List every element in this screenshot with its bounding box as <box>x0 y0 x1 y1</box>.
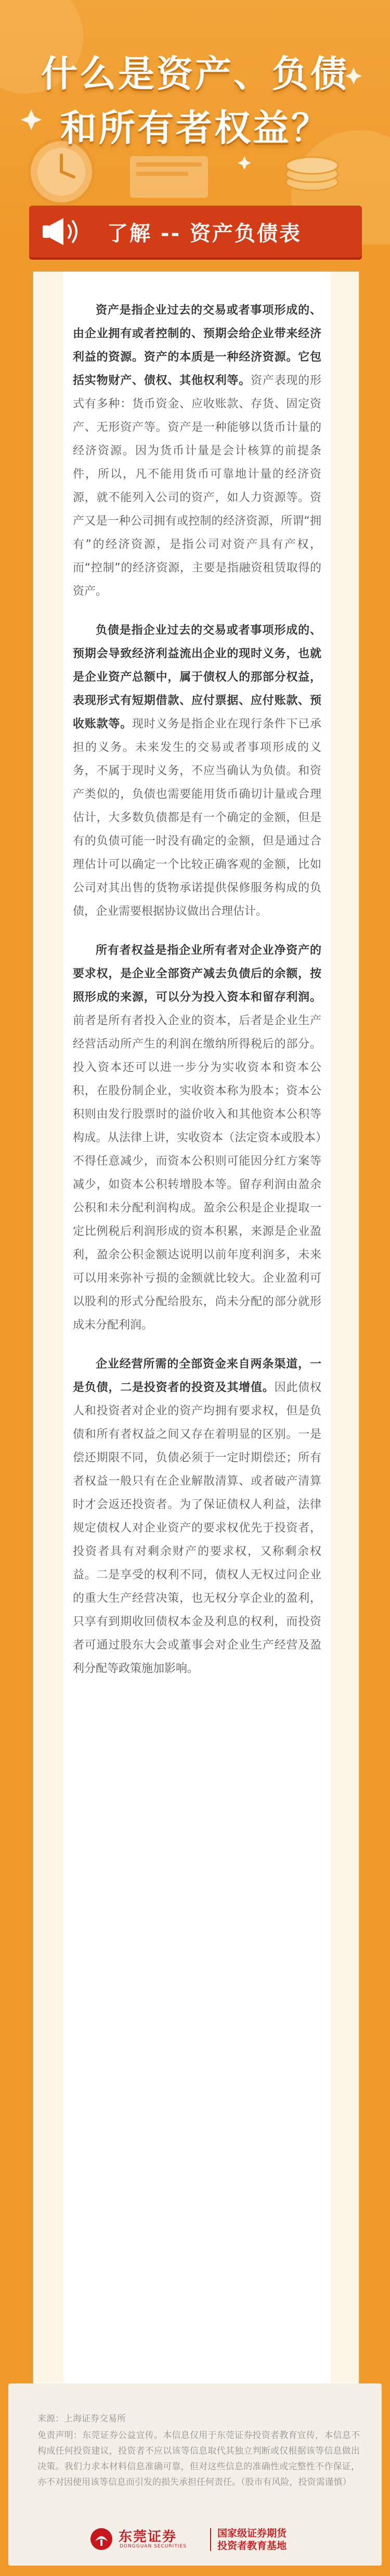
article-body <box>63 272 331 2395</box>
page-title-line-1: 什么是资产、负债 <box>41 53 349 95</box>
brand-name-english: DONGGUAN SECURITIES <box>120 2544 187 2549</box>
brand-logo <box>89 2525 313 2554</box>
paragraph-equity <box>73 939 321 1337</box>
book-icon <box>130 156 208 198</box>
paragraph-liabilities <box>73 619 321 923</box>
source-note: 来源：上海证券交易所 <box>37 2414 126 2424</box>
page-title-line-2: 和所有者权益？ <box>60 107 330 149</box>
paragraph-liabilities-lead: 负债是指企业过去的交易或者事项形成的、预期会导致经济利益流出企业的现时义务，也就是企业资产总额中，属于债权人的那部分权益，表现形式有短期借款、应付票据、应付账款、预收账款等。 <box>73 624 321 731</box>
brand-name: 东莞证券 <box>119 2529 177 2545</box>
coin-stack-icon <box>286 157 338 190</box>
paragraph-equity-body: 前者是所有者投入企业的资本，后者是企业生产经营活动所产生的利润在缴纳所得税后的部分。投入资本还可以进一步分为实收资本和资本公积，在股份制企业，实收资本称为股本；资本公积则由发行股票时的溢价收入和其他资本公积等构成。从法律上讲，实收资本（法定资本或股本）不得任意减少，而资本公积则可能因分红方案等减少，如资本公积转增股本等。留存利润由盈余公积和未分配利润构成。盈余公积是企业提取一定比例税后利润形成的资本积累，来源是企业盈利，盈余公积金额达说明以前年度利润多，未来可以用来弥补亏损的金额就比较大。企业盈利可以股利的形式分配给股东，尚未分配的部分就形成未分配利润。 <box>73 1014 321 1332</box>
section-banner <box>29 206 362 258</box>
paragraph-funding-sources <box>73 1353 321 1680</box>
paragraph-funding-sources-body: 因此债权人和投资者对企业的资产均拥有要求权，但是负债和所有者权益之间又存在着明显的区别。一是偿还期限不同，负债必须于一定时期偿还；所有者权益一般只有在企业解散清算、或者破产清算时才会返还投资者。为了保证债权人利益，法律规定债权人对企业资产的要求权优先于投资者，投资者具有对剩余财产的要求权，又称剩余权益。二是享受的权利不同，债权人无权过问企业的重大生产经营决策，也无权分享企业的盈利，只享有到期收回债权本金及利息的权利，而投资者可通过股东大会或董事会对企业生产经营及盈利分配等政策施加影响。 <box>73 1381 321 1675</box>
brand-slogan <box>217 2527 287 2552</box>
paragraph-assets-body: 资产表现的形式有多种：货币资金、应收账款、存货、固定资产、无形资产等。资产是一种能够以货币计量的经济资源。因为货币计量是会计核算的前提条件，所以，凡不能用货币可靠地计量的经济资源，就不能列入公司的资产，如人力资源等。资产又是一种公司拥有或控制的经济资源，所谓“拥有”的经济资源，是指公司对资产具有产权，而“控制”的经济资源，主要是指融资租赁取得的资产。 <box>73 374 321 598</box>
megaphone-icon <box>38 216 83 247</box>
slogan-line-1: 国家级证券期货 <box>217 2528 287 2539</box>
article-card <box>32 271 360 2396</box>
brand-mark-icon <box>89 2527 113 2551</box>
paragraph-assets <box>73 299 321 603</box>
paragraph-liabilities-body: 现时义务是指企业在现行条件下已承担的义务。未来发生的交易或者事项形成的义务，不属于现时义务，不应当确认为负债。和资产类似的，负债也需要能用货币确切计量或合理估计，大多数负债都是有一个确定的金额，但是有的负债可能一时没有确定的金额，但是通过合理估计可以确定一个比较正确客观的金额，比如公司对其出售的货物承诺提供保修服务构成的负债，企业需要根据协议做出合理估计。 <box>73 718 321 918</box>
logo-divider <box>210 2528 211 2551</box>
banner-title: 了解 -- 资产负债表 <box>107 222 302 246</box>
paragraph-equity-lead: 所有者权益是指企业所有者对企业净资产的要求权，是企业全部资产减去负债后的余额，按照形成的来源，可以分为投入资本和留存利润。 <box>73 944 321 1004</box>
paragraph-assets-lead: 资产是指企业过去的交易或者事项形成的、由企业拥有或者控制的、预期会给企业带来经济利益的资源。资产的本质是一种经济资源。它包括实物财产、债权、其他权利等。 <box>73 304 321 387</box>
slogan-line-2: 投资者教育基地 <box>217 2540 287 2552</box>
disclaimer-text: 免责声明：东莞证券公益宣传。本信息仅用于东莞证券投资者教育宣传，本信息不构成任何投资建议，投资者不应以该等信息取代其独立判断或仅根据该等信息做出决策。我们力求本材料信息准确可靠，但对这些信息的准确性或完整性不作保证，亦不对因使用该等信息而引发的损失承担任何责任。（股市有风险，投资需谨慎） <box>37 2430 360 2488</box>
footer <box>8 2383 382 2566</box>
paragraph-funding-sources-lead: 企业经营所需的全部资金来自两条渠道，一是负债，二是投资者的投资及其增值。 <box>73 1358 321 1394</box>
